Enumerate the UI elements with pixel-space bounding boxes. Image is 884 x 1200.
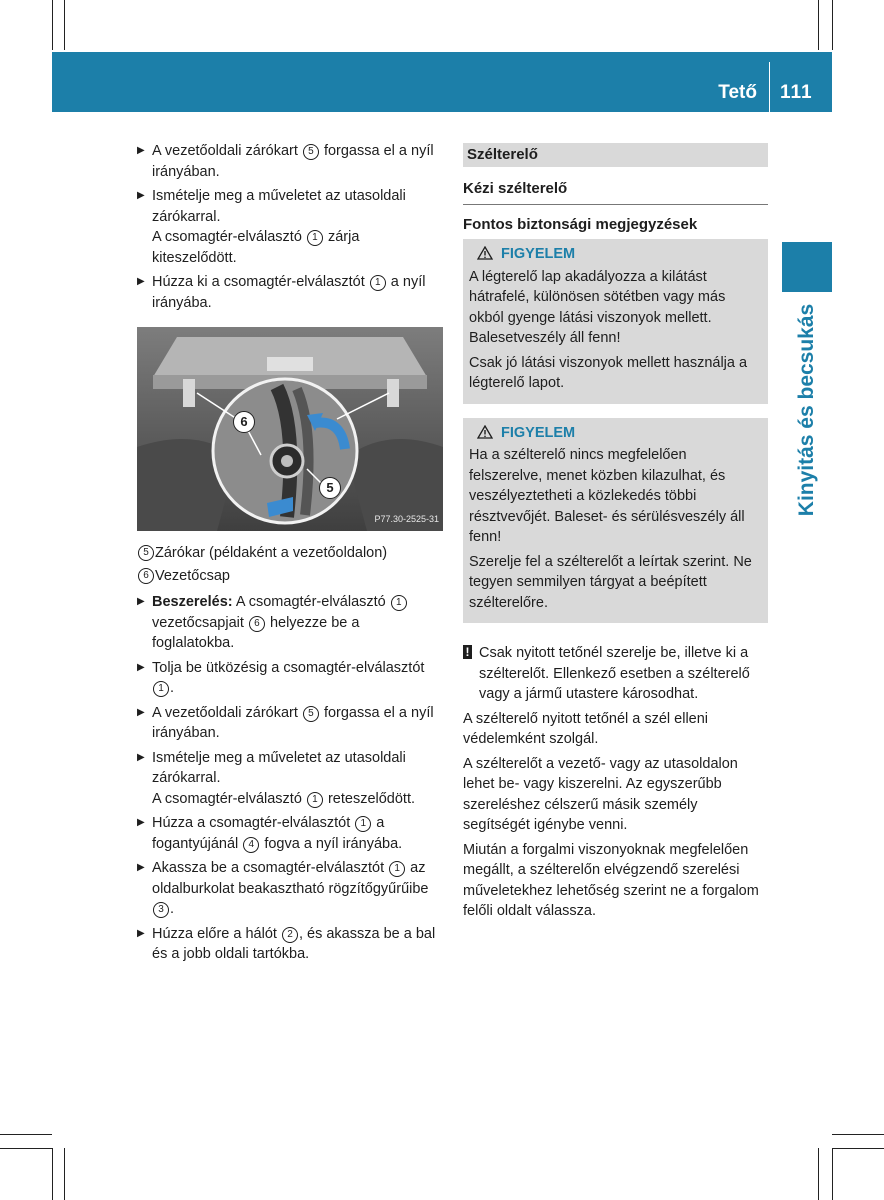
side-tab-label: Kinyitás és becsukás (795, 303, 818, 517)
instruction-step (137, 592, 443, 654)
step-text: . (170, 901, 175, 917)
reference-number: 5 (303, 706, 319, 722)
instruction-step (137, 924, 443, 965)
crop-mark (832, 0, 833, 50)
reference-number: 1 (391, 595, 407, 611)
instruction-list-top (137, 141, 443, 313)
reference-number: 1 (153, 681, 169, 697)
reference-number: 2 (282, 927, 298, 943)
instruction-step (137, 748, 443, 810)
step-text: A csomagtér-elválasztó (152, 229, 306, 245)
warning-box (463, 418, 768, 624)
reference-number: 3 (153, 902, 169, 918)
crop-mark (0, 1134, 52, 1135)
instruction-step (137, 658, 443, 699)
step-label: Beszerelés: (152, 594, 233, 610)
step-text: A vezetőoldali zárókart (152, 143, 302, 159)
reference-number: 4 (243, 837, 259, 853)
subheading: Kézi szélterelő (463, 179, 768, 205)
side-tab-marker (782, 242, 832, 292)
left-column (137, 141, 443, 969)
reference-number: 1 (307, 230, 323, 246)
warning-box (463, 239, 768, 404)
right-column (463, 143, 768, 922)
body-paragraph: Miután a forgalmi viszonyoknak megfelelően megállt, a szélterelőn elvégzendő szerelési műveletekhez lehetőség szerint ne a forgalom felőli oldalt válassza. (463, 841, 759, 919)
side-tab (781, 300, 833, 520)
safety-heading: Fontos biztonsági megjegyzések (463, 215, 698, 233)
step-text: A csomagtér-elválasztó (152, 790, 306, 807)
step-text: Tolja be ütközésig a csomagtér-elválasztót (152, 659, 425, 676)
step-text: A vezetőoldali zárókart (152, 704, 302, 721)
figure-illustration (137, 327, 443, 531)
body-paragraph: A szélterelőt a vezető- vagy az utasoldalon lehet be- vagy kiszerelni. Az egyszerűbb szereléshez célszerű másik személy segítségét igénybe venni. (463, 755, 738, 833)
exclamation-icon: ! (463, 645, 472, 659)
step-text: A csomagtér-elválasztó (232, 594, 390, 610)
crop-mark (818, 0, 819, 50)
step-text: reteszelődött. (323, 790, 416, 807)
step-text: Húzza a csomagtér-elválasztót (152, 815, 355, 831)
step-text: Ismételje meg a műveletet az utasoldali zárókarral. (152, 749, 406, 786)
legend-text: Zárókar (példaként a vezetőoldalon) (155, 545, 388, 561)
reference-number: 6 (249, 616, 265, 632)
step-text: . (170, 680, 175, 696)
reference-number: 1 (355, 816, 371, 832)
reference-number: 5 (303, 144, 319, 160)
step-text: Húzza előre a hálót (152, 925, 281, 942)
crop-mark (0, 1148, 52, 1149)
warning-paragraph: Szerelje fel a szélterelőt a leírtak szerint. Ne tegyen semmilyen tárgyat a beépített szélterelőre. (469, 553, 752, 611)
step-text: helyezze be a foglalatokba. (152, 614, 360, 651)
crop-mark (818, 1148, 819, 1200)
warning-title-text: FIGYELEM (501, 424, 576, 441)
warning-triangle-icon (477, 425, 493, 439)
step-text: zárja kiteszelődött. (152, 229, 360, 266)
reference-number: 5 (138, 545, 154, 561)
step-text: Ismételje meg a műveletet az utasoldali zárókarral. (152, 188, 406, 225)
instruction-step (137, 858, 443, 920)
instruction-step (137, 141, 443, 182)
body-paragraphs (463, 709, 768, 922)
crop-mark (64, 1148, 65, 1200)
crop-mark (832, 1148, 833, 1200)
step-text: forgassa el a nyíl irányában. (152, 704, 434, 741)
crop-mark (64, 0, 65, 50)
step-text: Húzza ki a csomagtér-elválasztót (152, 274, 369, 290)
page-number: 111 (780, 82, 813, 103)
step-text: a fogantyújánál (152, 815, 385, 852)
figure-legend (137, 543, 443, 586)
warning-triangle-icon (477, 246, 493, 260)
figure-code: P77.30-2525-31 (374, 513, 439, 524)
reference-number: 6 (138, 568, 154, 584)
step-text: fogva a nyíl irányába. (260, 835, 403, 852)
body-paragraph: A szélterelő nyitott tetőnél a szél elleni védelemként szolgál. (463, 710, 709, 747)
step-result (152, 227, 443, 268)
warning-paragraph: Csak jó látási viszonyok mellett használja a légterelő lapot. (469, 354, 748, 391)
instruction-step (137, 813, 443, 854)
warning-title (469, 244, 762, 265)
legend-item (137, 566, 443, 587)
crop-mark (52, 0, 53, 50)
legend-item (137, 543, 443, 564)
section-heading: Szélterelő (463, 143, 768, 167)
step-result (152, 789, 443, 810)
warning-list (463, 239, 768, 623)
instruction-step (137, 703, 443, 744)
step-text: forgassa el a nyíl irányában. (152, 143, 434, 180)
callout-6: 6 (233, 411, 255, 433)
instruction-list-bottom (137, 592, 443, 965)
legend-text: Vezetőcsap (155, 567, 230, 584)
step-text: vezetőcsapjait (152, 614, 248, 631)
crop-mark (832, 1134, 884, 1135)
instruction-step (137, 272, 443, 313)
warning-paragraph: A légterelő lap akadályozza a kilátást hátrafelé, különösen sötétben vagy más okból gyenge látási viszonyok mellett. Balesetveszély áll fenn! (469, 268, 726, 346)
warning-paragraph: Ha a szélterelő nincs megfelelően felszerelve, menet közben kilazulhat, és veszélyeztetheti a közlekedés többi résztvevőjét. Baleset- és sérülésveszély áll fenn! (469, 447, 745, 545)
step-text: a nyíl irányába. (152, 274, 426, 311)
crop-mark (52, 1148, 53, 1200)
callout-5: 5 (319, 477, 341, 499)
reference-number: 1 (370, 275, 386, 291)
note-block (463, 643, 768, 705)
reference-number: 1 (307, 792, 323, 808)
instruction-step (137, 186, 443, 268)
reference-number: 1 (389, 861, 405, 877)
warning-title-text: FIGYELEM (501, 246, 576, 262)
step-text: az oldalburkolat beakasztható rögzítőgyűrűibe (152, 860, 429, 897)
step-text: Akassza be a csomagtér-elválasztót (152, 860, 389, 876)
page-header (52, 52, 832, 112)
section-title: Tető (718, 82, 757, 103)
header-divider (769, 62, 770, 112)
warning-title (469, 423, 762, 444)
step-text: , és akassza be a bal és a jobb oldali tartókba. (152, 925, 436, 962)
note-text: Csak nyitott tetőnél szerelje be, illetve ki a szélterelőt. Ellenkező esetben a szélterelő vagy a jármű utastere károsodhat. (479, 645, 750, 702)
cargo-cover-figure (137, 327, 443, 531)
crop-mark (832, 1148, 884, 1149)
